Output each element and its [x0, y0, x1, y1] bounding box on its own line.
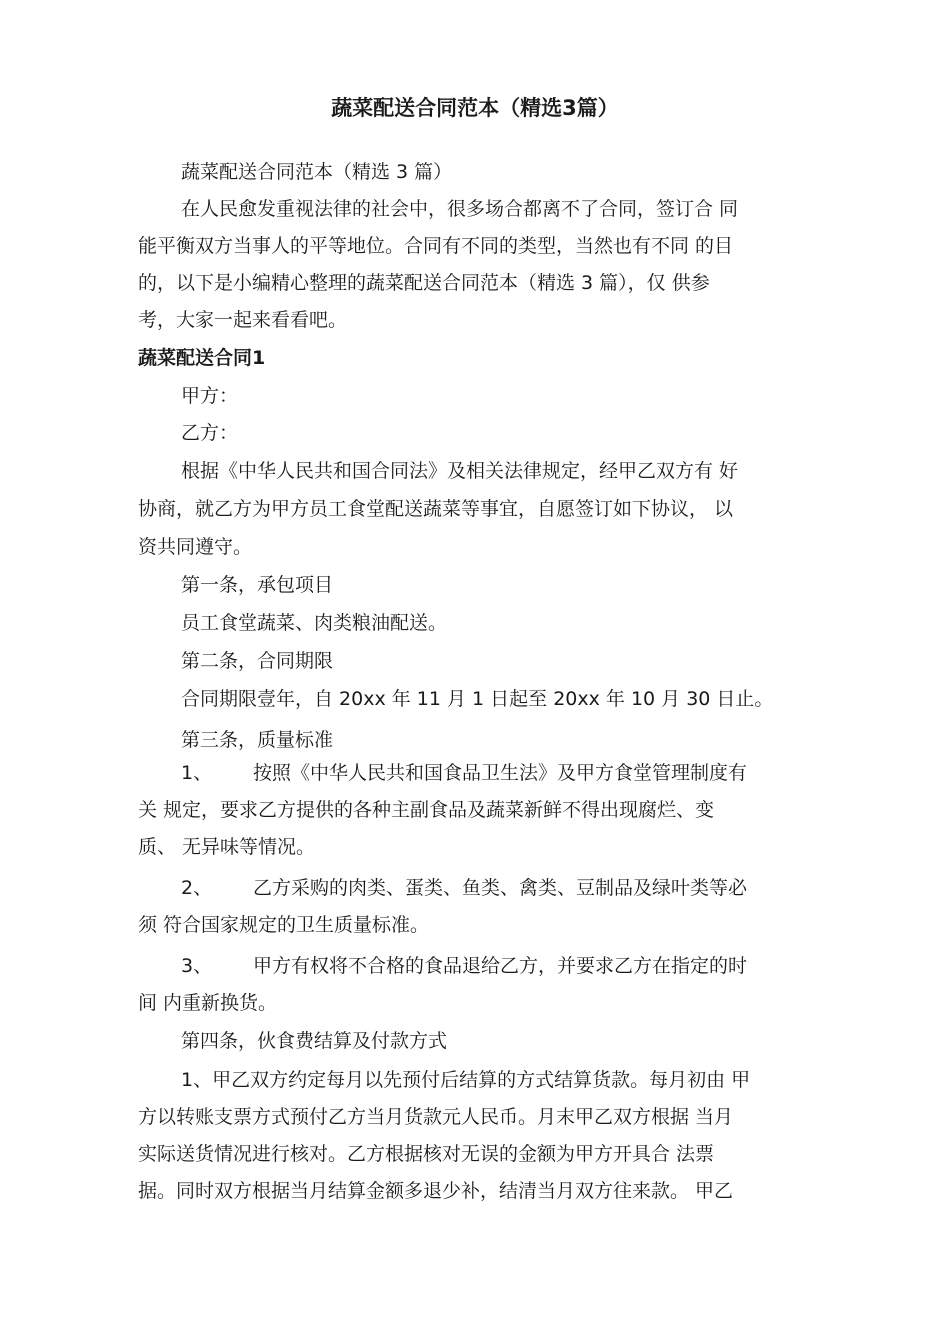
payment-paragraph-line: 方以转账支票方式预付乙方当月货款元人民币。月末甲乙双方根据 当月	[138, 1106, 734, 1128]
preamble-line: 根据《中华人民共和国合同法》及相关法律规定，经甲乙双方有 好	[181, 460, 739, 482]
clause-text: 按照《中华人民共和国食品卫生法》及甲方食堂管理制度有	[253, 762, 748, 784]
article-heading: 第三条，质量标准	[181, 729, 334, 751]
clause-text: 乙方采购的肉类、蛋类、鱼类、禽类、豆制品及绿叶类等必	[253, 877, 748, 899]
clause-line	[181, 758, 881, 788]
clause-number: 3、	[181, 955, 213, 977]
clause-line	[181, 951, 881, 981]
intro-paragraph-line: 能平衡双方当事人的平等地位。合同有不同的类型，当然也有不同 的目	[138, 235, 734, 257]
preamble-line: 资共同遵守。	[138, 536, 253, 558]
clause-number: 1、	[181, 762, 213, 784]
clause-line: 间 内重新换货。	[138, 992, 278, 1014]
clause-line: 须 符合国家规定的卫生质量标准。	[138, 914, 430, 936]
party-a-line: 甲方：	[181, 385, 239, 407]
clause-line: 关 规定，要求乙方提供的各种主副食品及蔬菜新鲜不得出现腐烂、变	[138, 799, 715, 821]
article-text: 员工食堂蔬菜、肉类粮油配送。	[181, 612, 448, 634]
document-title: 蔬菜配送合同范本（精选3篇）	[331, 96, 619, 120]
article-heading: 第一条，承包项目	[181, 574, 334, 596]
payment-paragraph-line: 据。同时双方根据当月结算金额多退少补，结清当月双方往来款。 甲乙	[138, 1180, 734, 1202]
party-b-line: 乙方：	[181, 422, 239, 444]
payment-paragraph-line: 1、甲乙双方约定每月以先预付后结算的方式结算货款。每月初由 甲	[181, 1069, 751, 1091]
intro-paragraph-line: 的，以下是小编精心整理的蔬菜配送合同范本（精选 3 篇），仅 供参	[138, 272, 710, 294]
intro-paragraph-line: 考，大家一起来看看吧。	[138, 309, 348, 331]
payment-paragraph-line: 实际送货情况进行核对。乙方根据核对无误的金额为甲方开具合 法票	[138, 1143, 715, 1165]
clause-line	[181, 873, 881, 903]
article-text: 合同期限壹年，自 20xx 年 11 月 1 日起至 20xx 年 10 月 30 日止。	[181, 688, 774, 710]
article-heading: 第四条，伙食费结算及付款方式	[181, 1030, 448, 1052]
clause-text: 甲方有权将不合格的食品退给乙方，并要求乙方在指定的时	[253, 955, 748, 977]
clause-number: 2、	[181, 877, 213, 899]
intro-paragraph-line: 在人民愈发重视法律的社会中，很多场合都离不了合同，签订合 同	[181, 198, 739, 220]
section-heading: 蔬菜配送合同1	[138, 347, 266, 369]
preamble-line: 协商，就乙方为甲方员工食堂配送蔬菜等事宜，自愿签订如下协议， 以	[138, 498, 734, 520]
article-heading: 第二条，合同期限	[181, 650, 334, 672]
clause-line: 质、 无异味等情况。	[138, 836, 316, 858]
subtitle-line: 蔬菜配送合同范本（精选 3 篇）	[181, 161, 453, 183]
